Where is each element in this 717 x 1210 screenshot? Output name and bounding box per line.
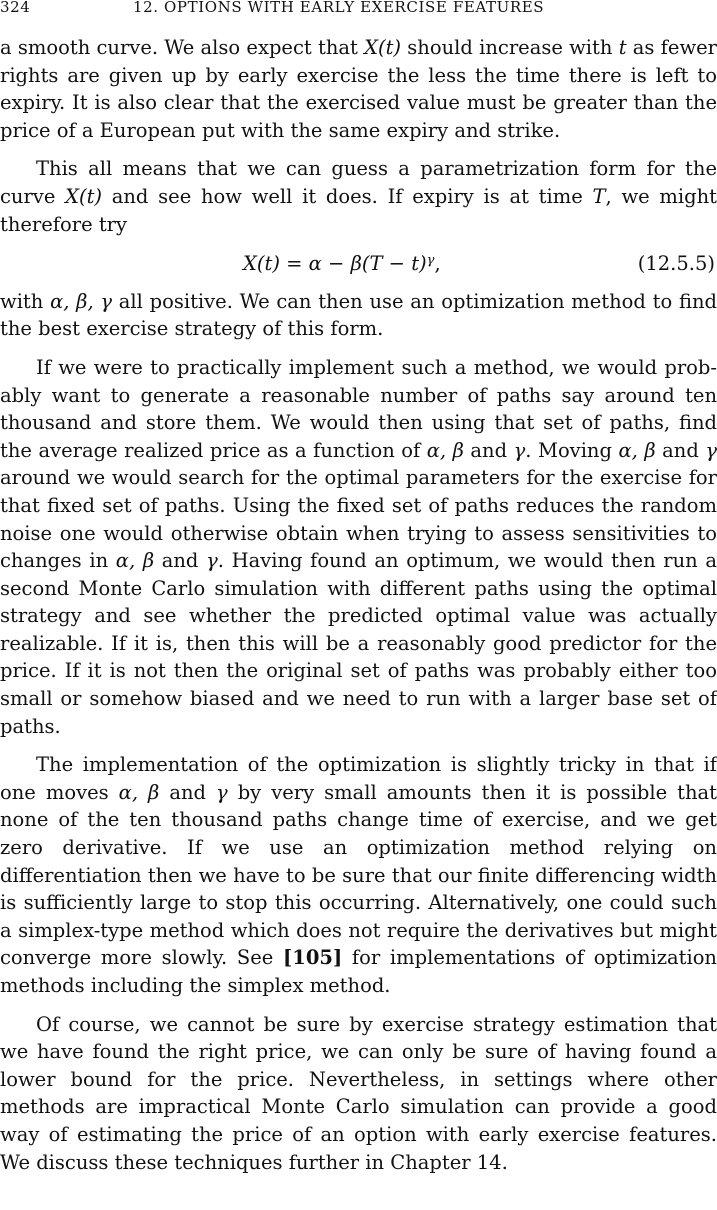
page-header <box>0 0 717 20</box>
math: α, β <box>426 438 464 462</box>
text: and <box>463 438 514 462</box>
equation-body <box>243 250 441 278</box>
text: for implementations of optimization methods including the simplex method. <box>0 946 717 997</box>
paragraph-3 <box>0 288 717 343</box>
text: . Moving <box>525 438 619 462</box>
math: X(t) <box>364 36 402 59</box>
paragraph-2 <box>0 155 717 238</box>
math: γ <box>513 438 526 462</box>
math: X(t) <box>65 184 103 208</box>
text: as fewer rights are given up by early exercise the less the time there is left to expiry. It is also clear that the exercised value must be greater than the price of a European put with the same expiry and strike. <box>0 36 717 142</box>
text: should increase with <box>401 36 619 59</box>
text: with <box>0 289 51 313</box>
text: Of course, we cannot be sure by exercise strategy estimation that we have found the right price, we can only be sure of having found a lower bound for the price. Nevertheless, in settings where other methods are impractical Monte Carlo simulation can provide a good way of estimating the price of an option with early exercise features. We discuss these techniques further in Chapter 14. <box>0 1012 717 1174</box>
citation: [105] <box>283 946 343 970</box>
paragraph-1 <box>0 34 717 144</box>
math: α, β <box>618 438 656 462</box>
text: and <box>159 780 217 804</box>
text: and <box>655 438 706 462</box>
math: α, β <box>118 780 160 804</box>
text: and <box>154 549 207 573</box>
math: α, β, γ <box>50 289 113 313</box>
paragraph-4 <box>0 354 717 740</box>
math: T <box>592 184 606 208</box>
text: . Having found an optimum, we would then run a second Monte Carlo simulation with different paths using the optimal strategy and see whether the predicted optimal value was actually realizable. If it is, then this will be a reasonably good predictor for the price. If it is not then the original set of paths was probably either too small or somehow biased and we need to run with a larger base set of paths. <box>0 549 717 738</box>
text: If we were to practically implement such a method, we would probably want to generate a reasonable number of paths say around ten thousand and store them. We would then using that set of paths, find the average realized price as a function of <box>0 355 717 462</box>
display-equation <box>0 250 717 278</box>
text: This all means that we can guess a parametrization form for the curve <box>0 157 717 208</box>
math: γ <box>206 549 218 573</box>
text: all positive. We can then use an optimization method to find the best exercise strategy of this form. <box>0 289 717 341</box>
paragraph-6 <box>0 1011 717 1177</box>
equation-lhs: X(t) = α − β(T − t) <box>243 252 427 276</box>
page-number: 324 <box>0 0 31 16</box>
text: The implementation of the optimization is slightly tricky in that if one moves <box>0 753 717 804</box>
body-text <box>0 34 717 1176</box>
text: by very small amounts then it is possible that none of the ten thousand paths change time of exercise, and we get zero derivative. If we use an optimization method relying on differentiation then we have to be sure that our finite differencing width is sufficiently large to stop this occurring. Alternatively, one could such a simplex-type method which does not require the derivatives but might converge more slowly. See <box>0 780 717 970</box>
text: around we would search for the optimal parameters for the exercise for that fixed set of paths. Using the fixed set of paths reduces the random noise one would otherwise obtain when trying to assess sensitivities to changes in <box>0 466 717 573</box>
math: α, β <box>115 549 155 573</box>
running-head: 12. OPTIONS WITH EARLY EXERCISE FEATURES <box>133 0 545 16</box>
math: γ <box>705 438 717 462</box>
paragraph-5 <box>0 751 717 999</box>
math: t <box>618 36 627 59</box>
text: , we might therefore try <box>0 184 717 236</box>
text: a smooth curve. We also expect that <box>0 36 365 59</box>
equation-trail: , <box>434 252 441 276</box>
equation-number: (12.5.5) <box>637 252 715 276</box>
equation-exponent: γ <box>426 253 435 269</box>
math: γ <box>216 780 228 804</box>
text: and see how well it does. If expiry is at time <box>102 184 593 208</box>
